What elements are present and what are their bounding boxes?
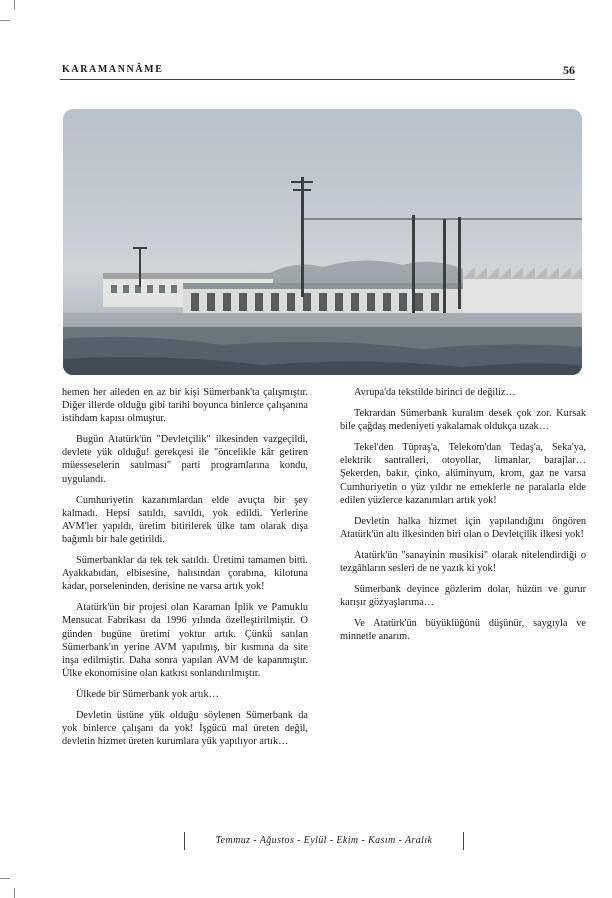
crop-mark	[0, 20, 10, 21]
crop-mark	[0, 878, 10, 879]
left-column	[62, 386, 308, 756]
header-rule	[60, 79, 575, 80]
paragraph: Devletin halka hizmet için yapılandığını öngören Atatürk'ün altı ilkesinden biri olan o Devletçilik ilkesi yok!	[340, 515, 586, 540]
paragraph: Avrupa'da tekstilde birinci de değiliz…	[354, 387, 516, 398]
paragraph: Cumhuriyetin kazanımlardan elde avuçta bir şey kalmadı. Hepsi satıldı, savıldı, yok edildi. Yerlerine AVM'ler yapıldı, üretim bitirilerek ülke tam olarak dışa bağımlı bir hale getirildi.	[62, 494, 308, 545]
journal-title: KARAMANNÂME	[62, 64, 164, 75]
paragraph: Ülkede bir Sümerbank yok artık…	[76, 688, 219, 700]
right-column	[340, 386, 586, 652]
page-number: 56	[563, 63, 575, 77]
page-header	[60, 64, 575, 80]
issue-period: Temmuz - Ağustos - Eylül - Ekim - Kasım - Aralık	[215, 835, 433, 846]
paragraph: Bugün Atatürk'ün "Devletçilik" ilkesinden vazgeçildi, devlete yük olduğu! gerekçesi ile "öncelikle kâr getiren müesseselerin satılması" parti programlarına kondu, uygulandı.	[62, 434, 308, 485]
paragraph: Sümerbank deyince gözlerim dolar, hüzün ve gurur karışır gözyaşlarıma…	[340, 584, 586, 609]
factory-photo	[63, 109, 582, 375]
page-footer	[184, 830, 464, 852]
paragraph: Devletin üstüne yük olduğu söylenen Sümerbank da yok binlerce çalışanı da yok! İşgücü mal üreten değil, devletin hizmet üreten kurumlara yük yapılıyor artık…	[62, 709, 308, 748]
paragraph: Ve Atatürk'ün büyüklüğünü düşünür, saygıyla ve minnetle anarım.	[340, 618, 586, 643]
crop-mark	[14, 0, 15, 10]
paragraph: hemen her aileden en az bir kişi Sümerbank'ta çalışmıştır. Diğer illerde olduğu gibi tarihi boyunca binlerce çalışanına istihdam kapısı olmuştur.	[62, 387, 308, 425]
paragraph: Atatürk'ün bir projesi olan Karaman İplik ve Pamuklu Mensucat Fabrikası da 1996 yılında özelleştirilmiştir. O günden bugüne üretimi yoktur artık. Çünkü satılan Sümerbank'ın yerine AVM yapılmış, bir kısmına da site inşa edilmiştir. Daha sonra yapılan AVM de kapanmıştır. Ülke ekonomisine olan katkısı sonlandırılmıştır.	[62, 602, 308, 679]
paragraph: Tekrardan Sümerbank kuralım desek çok zor. Kursak bile çağdaş medeniyeti yakalamak oldukça uzak…	[340, 408, 586, 433]
factory-photo-icon	[63, 109, 582, 375]
footer-rule-right	[463, 832, 464, 850]
crop-mark	[14, 888, 15, 898]
paragraph: Tekel'den Tüpraş'a, Telekom'dan Tedaş'a, Seka'ya, elektrik santralleri, otoyollar, limanlar, barajlar… Şekerden, bakır, çinko, alüminyum, krom, gaz ne varsa Cumhuriyetin o yüz yıldır ne emeklerle ne paralarla elde edilen yüzlerce kazanımları artık yok!	[340, 442, 586, 506]
paragraph: Sümerbanklar da tek tek satıldı. Üretimi tamamen bitti. Ayakkabıdan, elbisesine, halısından çorabına, kilotuna kadar, porseleninden, derisine ne varsa artık yok!	[62, 555, 308, 593]
paragraph: Atatürk'ün "sanayinin musikisi" olarak nitelendirdiği o tezgâhların sesleri de ne yazık ki yok!	[340, 549, 586, 575]
